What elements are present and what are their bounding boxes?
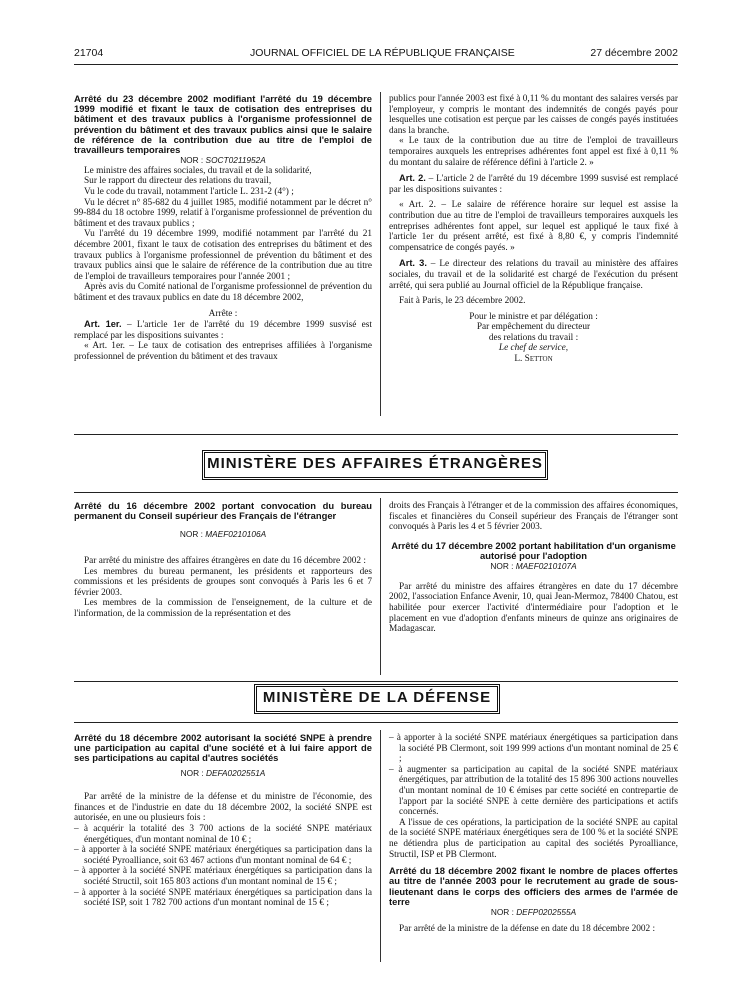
paragraph: Vu le code du travail, notamment l'article L. 231-2 (4°) ; bbox=[84, 187, 294, 197]
signatory-name: L. Setton bbox=[514, 354, 553, 365]
ministry-heading: MINISTÈRE DES AFFAIRES ÉTRANGÈRES bbox=[202, 450, 548, 480]
paragraph: « Le taux de la contribution due au titre de l'emploi de travailleurs temporaires auxquels les entreprises adhérentes font appel est fixé à 0,11 % du montant du salaire de référence défini à l'article 2. » bbox=[389, 136, 678, 168]
paragraph: Par arrêté de la ministre de la défense en date du 18 décembre 2002 : bbox=[399, 923, 656, 934]
paragraph: Le ministre des affaires sociales, du travail et de la solidarité, bbox=[84, 165, 312, 176]
signature-line: Pour le ministre et par délégation : bbox=[469, 311, 598, 322]
article-title: Arrêté du 16 décembre 2002 portant convocation du bureau permanent du Conseil supérieur des Français de l'étranger bbox=[74, 500, 372, 522]
paragraph: droits des Français à l'étranger et de la commission des affaires économiques, fiscales et financières du Conseil supérieur des Français de l'étranger sont convoqués à Paris les 4 et 5 février 2003. bbox=[389, 501, 678, 533]
nor-reference: NOR : DEFP0202555A bbox=[490, 906, 577, 917]
signature-line: Le chef de service, bbox=[498, 343, 569, 354]
paragraph: Sur le rapport du directeur des relations du travail, bbox=[84, 176, 272, 187]
article-title: Arrêté du 23 décembre 2002 modifiant l'arrêté du 19 décembre 1999 modifié et fixant le taux de cotisation des entreprises du bâtiment et des travaux publics à l'organisme professionnel de prévention du bâtiment et des travaux publics ainsi que le salaire de référence de la contribution due au titre de l'emploi de travailleurs temporaires bbox=[74, 93, 372, 156]
article-right-column bbox=[389, 501, 678, 635]
section-rule bbox=[74, 681, 678, 682]
list-item: – à apporter à la société SNPE matériaux énergétiques sa participation dans la société ISP, soit 1 782 700 actions d'un montant nominal de 15 € ; bbox=[74, 887, 372, 909]
column-divider bbox=[380, 730, 381, 962]
article-2: Art. 2. – L'article 2 de l'arrêté du 19 décembre 1999 susvisé est remplacé par les dispositions suivantes : bbox=[389, 173, 678, 195]
article-left-column bbox=[74, 501, 372, 620]
journal-title: JOURNAL OFFICIEL DE LA RÉPUBLIQUE FRANÇAISE bbox=[250, 47, 515, 59]
paragraph: Par arrêté du ministre des affaires étrangères en date du 17 décembre 2002, l'association Enfance Avenir, 10, quai Jean-Mermoz, 78400 Chatou, est habilitée pour exercer l'activité d'intermédiaire pour l'adoption et le placement en vue d'adoption d'enfants mineurs de quinze ans originaires de Madagascar. bbox=[389, 581, 678, 635]
article-3: Art. 3. – Le directeur des relations du travail au ministère des affaires sociales, du travail et de la solidarité est chargé de l'exécution du présent arrêté, qui sera publié au Journal officiel de la République française. bbox=[389, 258, 678, 291]
section-rule bbox=[74, 434, 678, 435]
list-item: – à augmenter sa participation au capital de la société SNPE matériaux énergétiques, par attribution de la totalité des 15 896 300 actions nouvelles d'un montant nominal de 10 € émises par cette société en contrepartie de l'apport par la société SNPE à cette dernière des participations et actifs concernés. bbox=[389, 764, 678, 818]
article-title: Arrêté du 18 décembre 2002 autorisant la société SNPE à prendre une participation au capital d'une société et à lui faire apport de ses participations au capital d'autres sociétés bbox=[74, 732, 372, 764]
paragraph: Par arrêté du ministre des affaires étrangères en date du 16 décembre 2002 : bbox=[84, 556, 366, 566]
ministry-heading: MINISTÈRE DE LA DÉFENSE bbox=[254, 684, 500, 714]
nor-reference: NOR : SOCT0211952A bbox=[180, 155, 266, 166]
paragraph: publics pour l'année 2003 est fixé à 0,11 % du montant des salaires versés par l'employeur, y compris le montant des indemnités de congés payés pour lesquelles une cotisation est perçue par les caisses de congés payés instituées dans la branche. bbox=[389, 94, 678, 136]
article-title: Arrêté du 18 décembre 2002 fixant le nombre de places offertes au titre de l'année 2003 pour le recrutement au grade de sous-lieutenant dans le corps des officiers des armes de l'armée de terre bbox=[389, 865, 678, 907]
quoted-provision: « Art. 1er. – Le taux de cotisation des entreprises affiliées à l'organisme professionnel de prévention du bâtiment et des travaux bbox=[74, 341, 372, 362]
list-item: – à apporter à la société SNPE matériaux énergétiques sa participation dans la société Structil, soit 165 803 actions d'un montant nominal de 15 € ; bbox=[74, 866, 372, 887]
issue-date: 27 décembre 2002 bbox=[590, 47, 678, 59]
quoted-provision: « Art. 2. – Le salaire de référence horaire sur lequel est assise la contribution due au titre de l'emploi de travailleurs temporaires auxquels les entreprises adhérentes font appel, sur lequel est appliqué le taux fixé à l'article 1er du présent arrêté, est fixé à 8,80 €, y compris l'indemnité compensatrice de congés payés. » bbox=[389, 200, 678, 253]
page-header bbox=[0, 47, 748, 61]
header-rule bbox=[74, 64, 678, 65]
paragraph: Après avis du Comité national de l'organisme professionnel de prévention du bâtiment et des travaux publics en date du 18 décembre 2002, bbox=[74, 282, 372, 303]
paragraph: Par arrêté de la ministre de la défense et du ministre de l'économie, des finances et de l'industrie en date du 18 décembre 2002, la société SNPE est autorisée, en une ou plusieurs fois : bbox=[74, 792, 372, 824]
article-left-column bbox=[74, 94, 372, 363]
paragraph: Les membres du bureau permanent, les présidents et rapporteurs des commissions et les présidents de groupes sont convoqués à Paris les 6 et 7 février 2003. bbox=[74, 566, 372, 598]
section-rule bbox=[74, 722, 678, 723]
signature-date: Fait à Paris, le 23 décembre 2002. bbox=[399, 296, 526, 307]
article-left-column bbox=[74, 733, 372, 909]
nor-reference: NOR : MAEF0210106A bbox=[179, 529, 267, 540]
paragraph: Les membres de la commission de l'enseignement, de la culture et de l'information, de la commission de la représentation et des bbox=[74, 598, 372, 619]
article-right-column bbox=[389, 94, 678, 365]
section-rule bbox=[74, 492, 678, 493]
column-divider bbox=[380, 498, 381, 675]
column-divider bbox=[380, 92, 381, 416]
article-1: Art. 1er. – L'article 1er de l'arrêté du 19 décembre 1999 susvisé est remplacé par les dispositions suivantes : bbox=[74, 319, 372, 341]
paragraph: A l'issue de ces opérations, la participation de la société SNPE au capital de la société SNPE matériaux énergétiques sera de 100 % et la société SNPE ne détiendra plus de participation au capital des sociétés Pyroalliance, Structil, ISP et PB Clermont. bbox=[389, 817, 678, 860]
arrete-heading: Arrête : bbox=[208, 308, 238, 319]
page-number: 21704 bbox=[74, 47, 104, 59]
nor-reference: NOR : MAEF0210107A bbox=[490, 561, 577, 572]
article-right-column bbox=[389, 733, 678, 934]
paragraph: Vu le décret n° 85-682 du 4 juillet 1985, modifié notamment par le décret n° 99-884 du 18 octobre 1999, relatif à l'organisme professionnel de prévention du bâtiment et des travaux publics ; bbox=[74, 197, 372, 229]
signature-line: des relations du travail : bbox=[488, 332, 579, 343]
list-item: – à acquérir la totalité des 3 700 actions de la société SNPE matériaux énergétiques, d'un montant nominal de 10 € ; bbox=[74, 823, 372, 845]
list-item: – à apporter à la société SNPE matériaux énergétiques sa participation dans la société Pyroalliance, soit 63 467 actions d'un montant nominal de 64 € ; bbox=[74, 845, 372, 866]
paragraph: Vu l'arrêté du 19 décembre 1999, modifié notamment par l'arrêté du 21 décembre 2001, fixant le taux de cotisation des entreprises du bâtiment et des travaux publics à l'organisme professionnel de prévention du bâtiment et des travaux publics ainsi que le salaire de référence de la contribution due au titre de l'emploi de travailleurs temporaires pour l'année 2001 ; bbox=[74, 229, 372, 282]
list-item: – à apporter à la société SNPE matériaux énergétiques sa participation dans la société PB Clermont, soit 199 999 actions d'un montant nominal de 25 € ; bbox=[389, 733, 678, 765]
signature-line: Par empêchement du directeur bbox=[476, 322, 591, 333]
article-title: Arrêté du 17 décembre 2002 portant habilitation d'un organisme autorisé pour l'adoption bbox=[391, 539, 676, 561]
nor-reference: NOR : DEFA0202551A bbox=[180, 767, 266, 778]
